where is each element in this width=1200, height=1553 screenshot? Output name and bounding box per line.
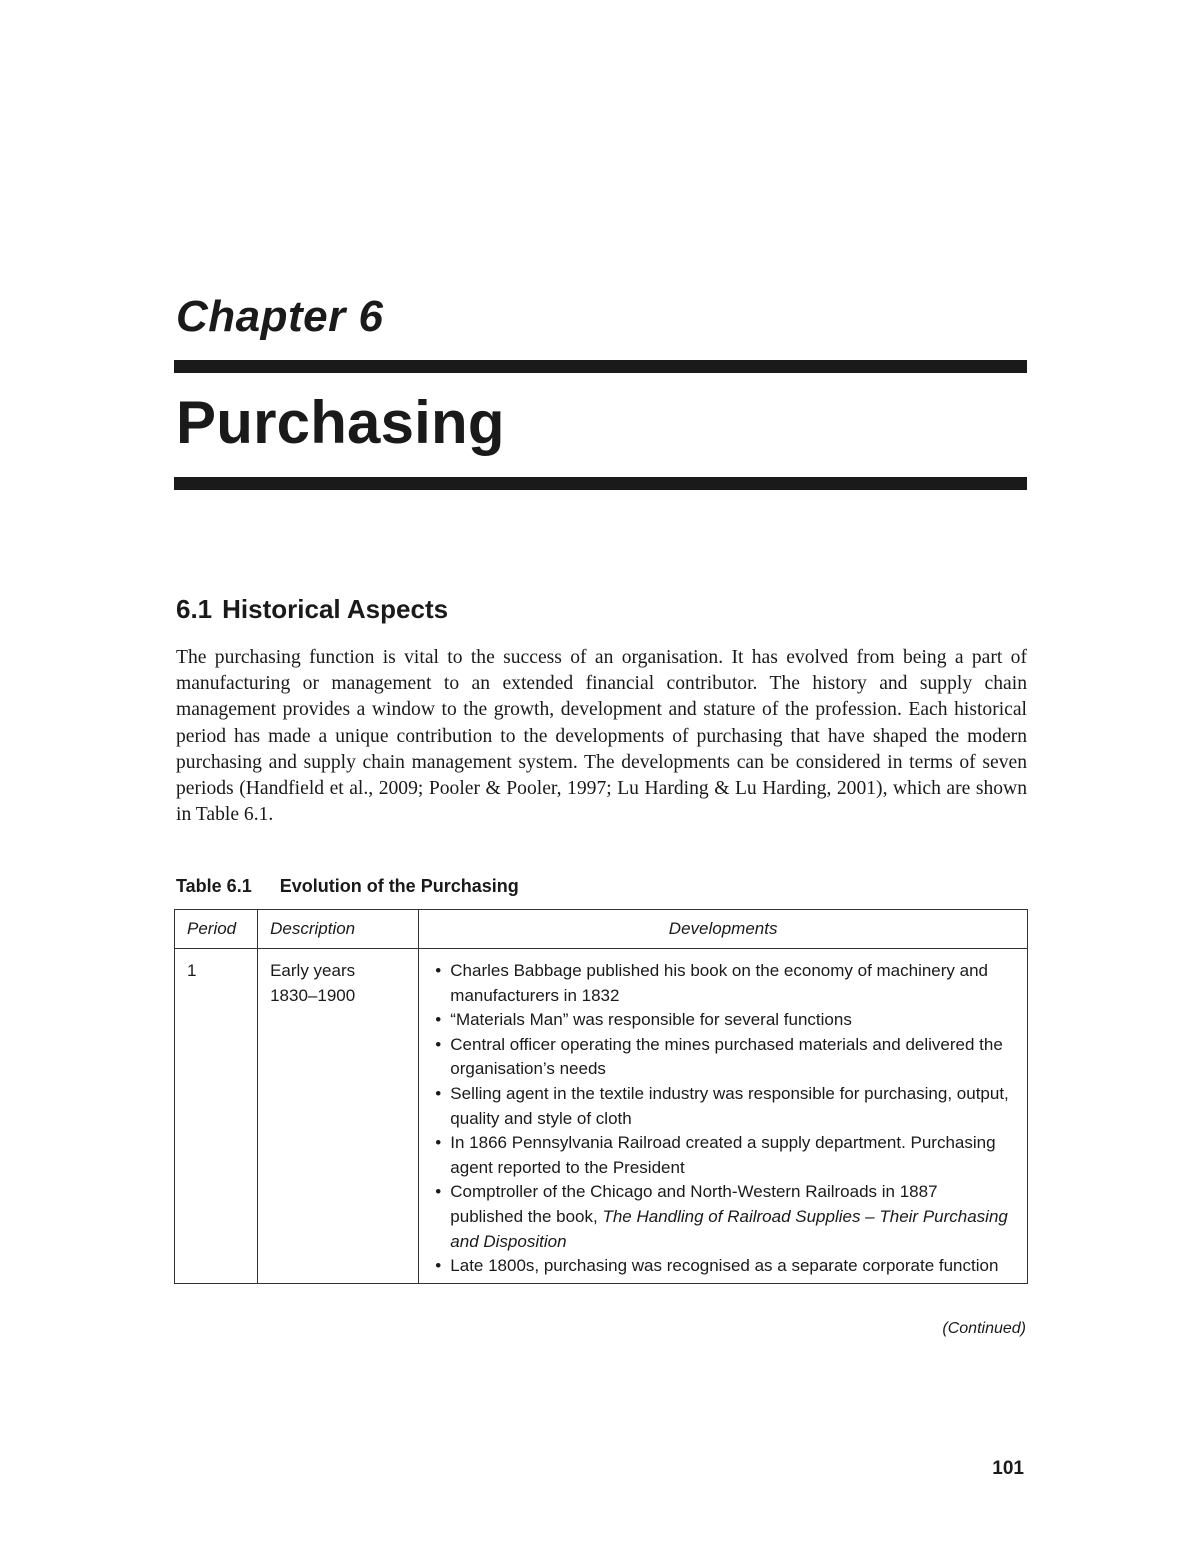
section-heading — [176, 594, 448, 625]
header-period: Period — [175, 910, 258, 949]
list-item: • Charles Babbage published his book on the economy of machinery and manufacturers in 1832 — [435, 961, 989, 1005]
list-item — [431, 1180, 1015, 1254]
cell-description — [258, 949, 419, 1284]
chapter-title: Purchasing — [176, 389, 505, 456]
developments-list — [431, 959, 1015, 1279]
body-paragraph: The purchasing function is vital to the success of an organisation. It has evolved from being a part of manufacturing or management to an extended financial contributor. The history and supply chain management provides a window to the growth, development and stature of the profession. Each historical period has made a unique contribution to the developments of purchasing that have shaped the modern purchasing and supply chain management system. The developments can be considered in terms of seven periods (Handfield et al., 2009; Pooler & Pooler, 1997; Lu Harding & Lu Harding, 2001), which are shown in Table 6.1. — [176, 647, 1027, 826]
header-developments: Developments — [419, 910, 1028, 949]
page-number: 101 — [992, 1458, 1024, 1479]
bullet-icon: • — [435, 1034, 442, 1054]
table-header-row — [175, 910, 1028, 949]
bullet-icon: • — [435, 1182, 442, 1202]
chapter-rule-bottom — [174, 477, 1027, 490]
header-description: Description — [258, 910, 419, 949]
list-item: • Selling agent in the textile industry was responsible for purchasing, output, quality and style of cloth — [435, 1083, 1009, 1128]
chapter-rule-top — [174, 360, 1027, 373]
bullet-icon: • — [435, 961, 442, 980]
table-caption — [176, 876, 519, 897]
list-item: • Late 1800s, purchasing was recognised as a separate corporate function — [431, 1254, 1015, 1279]
book-citation-prefix: Comptroller of the Chicago and North-Western Railroads in 1887 published the book, — [450, 1182, 938, 1226]
bullet-icon: • — [435, 1083, 442, 1103]
table-caption-number: Table 6.1 — [176, 876, 252, 896]
list-item: • In 1866 Pennsylvania Railroad created a supply department. Purchasing agent reported to the President — [435, 1133, 996, 1177]
chapter-label: Chapter 6 — [176, 292, 384, 341]
list-item: • “Materials Man” was responsible for several functions — [431, 1008, 1015, 1033]
section-title: Historical Aspects — [222, 594, 449, 624]
bullet-icon: • — [435, 1133, 442, 1153]
continued-note: (Continued) — [942, 1320, 1026, 1337]
list-item: • Central officer operating the mines purchased materials and delivered the organisation’s needs — [435, 1034, 1003, 1079]
cell-developments — [419, 949, 1028, 1284]
table-row — [175, 949, 1028, 1284]
evolution-table — [174, 909, 1028, 1284]
bullet-icon: • — [435, 1256, 442, 1276]
section-number: 6.1 — [176, 594, 213, 624]
description-years: 1830–1900 — [270, 985, 356, 1005]
description-line: Early years — [270, 961, 356, 980]
book-title: The Handling of Railroad Supplies – Their Purchasing and Disposition — [450, 1206, 1008, 1251]
cell-period: 1 — [175, 949, 258, 1284]
bullet-icon: • — [435, 1010, 442, 1030]
table-caption-title: Evolution of the Purchasing — [279, 876, 519, 896]
